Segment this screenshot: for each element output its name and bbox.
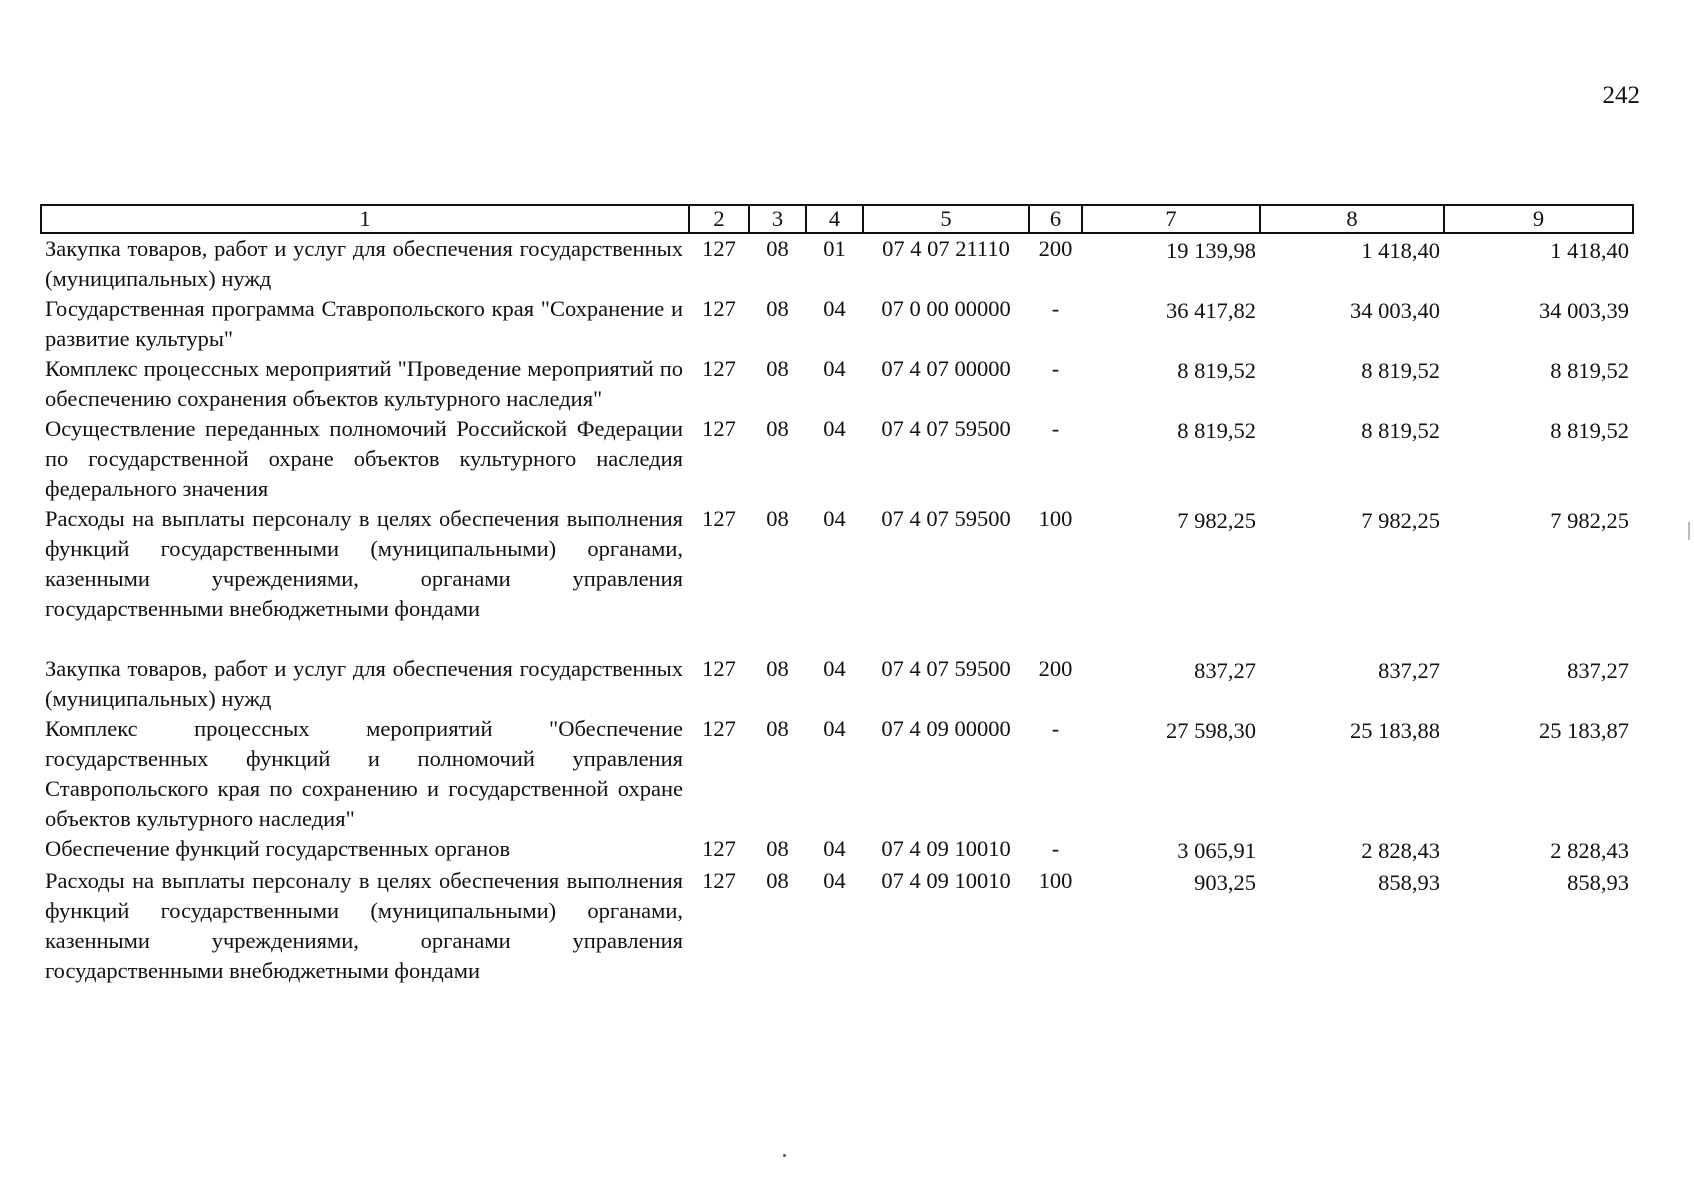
header-col-8: 8 bbox=[1260, 205, 1444, 233]
row-vr: - bbox=[1051, 296, 1060, 321]
row-ved: 127 bbox=[702, 296, 736, 321]
row-amount-2-value: 837,27 bbox=[1378, 658, 1440, 683]
row-amount-3 bbox=[1444, 504, 1633, 624]
row-amount-2-value: 2 828,43 bbox=[1361, 838, 1440, 863]
row-amount-2 bbox=[1260, 714, 1444, 834]
row-rz: 08 bbox=[766, 506, 789, 531]
row-amount-2 bbox=[1260, 233, 1444, 294]
row-pr: 04 bbox=[823, 296, 846, 321]
row-amount-1-value: 36 417,82 bbox=[1166, 298, 1256, 323]
row-amount-3 bbox=[1444, 714, 1633, 834]
row-amount-2-value: 7 982,25 bbox=[1361, 508, 1440, 533]
row-amount-2 bbox=[1260, 354, 1444, 414]
table-row bbox=[41, 654, 1633, 714]
header-col-7: 7 bbox=[1082, 205, 1260, 233]
header-col-1: 1 bbox=[41, 205, 689, 233]
page-number: 242 bbox=[1602, 82, 1640, 109]
row-rz: 08 bbox=[766, 868, 789, 893]
row-amount-1-value: 3 065,91 bbox=[1177, 838, 1256, 863]
table-row bbox=[41, 714, 1633, 834]
row-amount-2-value: 858,93 bbox=[1378, 870, 1440, 895]
row-pr: 04 bbox=[823, 716, 846, 741]
row-rz: 08 bbox=[766, 416, 789, 441]
row-rz: 08 bbox=[766, 296, 789, 321]
row-amount-1-value: 19 139,98 bbox=[1166, 238, 1256, 263]
row-amount-2-value: 1 418,40 bbox=[1361, 238, 1440, 263]
row-vr: - bbox=[1051, 716, 1060, 741]
row-amount-2 bbox=[1260, 504, 1444, 624]
row-name: Осуществление переданных полномочий Российской Федерации по государственной охране объектов культурного наследия федерального значения bbox=[45, 416, 683, 501]
row-amount-1 bbox=[1082, 354, 1260, 414]
scan-dot bbox=[783, 1154, 786, 1157]
row-csr: 07 4 07 00000 bbox=[881, 356, 1011, 381]
table-row bbox=[41, 414, 1633, 504]
row-amount-3-value: 2 828,43 bbox=[1550, 838, 1629, 863]
row-pr: 04 bbox=[823, 656, 846, 681]
row-vr: 100 bbox=[1038, 868, 1073, 893]
row-amount-3 bbox=[1444, 834, 1633, 866]
row-ved: 127 bbox=[702, 236, 736, 261]
scan-edge-mark bbox=[1688, 522, 1690, 540]
row-amount-1 bbox=[1082, 866, 1260, 986]
row-amount-2 bbox=[1260, 294, 1444, 354]
row-amount-1-value: 837,27 bbox=[1194, 658, 1256, 683]
row-amount-1-value: 7 982,25 bbox=[1177, 508, 1256, 533]
row-name: Закупка товаров, работ и услуг для обеспечения государственных (муниципальных) нужд bbox=[45, 656, 683, 711]
header-col-2: 2 bbox=[689, 205, 749, 233]
header-col-9: 9 bbox=[1444, 205, 1633, 233]
row-pr: 04 bbox=[823, 868, 846, 893]
table-row bbox=[41, 294, 1633, 354]
row-amount-2 bbox=[1260, 866, 1444, 986]
row-amount-3 bbox=[1444, 866, 1633, 986]
row-csr: 07 4 09 10010 bbox=[881, 868, 1011, 893]
header-col-4: 4 bbox=[806, 205, 863, 233]
row-vr: - bbox=[1051, 356, 1060, 381]
row-amount-1 bbox=[1082, 233, 1260, 294]
row-csr: 07 4 07 21110 bbox=[882, 236, 1010, 261]
row-name: Расходы на выплаты персоналу в целях обеспечения выполнения функций государственными (муниципальными) органами, казенными учреждениями, органами управления государственными внебюджетными фондами bbox=[45, 506, 683, 621]
row-pr: 04 bbox=[823, 506, 846, 531]
row-amount-2-value: 25 183,88 bbox=[1350, 718, 1440, 743]
header-col-3: 3 bbox=[749, 205, 806, 233]
budget-table bbox=[40, 204, 1634, 986]
row-amount-1-value: 8 819,52 bbox=[1177, 418, 1256, 443]
row-amount-1 bbox=[1082, 654, 1260, 714]
table-row bbox=[41, 354, 1633, 414]
row-csr: 07 4 09 10010 bbox=[881, 836, 1011, 861]
row-amount-1 bbox=[1082, 834, 1260, 866]
row-csr: 07 4 07 59500 bbox=[881, 656, 1011, 681]
row-name: Комплекс процессных мероприятий "Обеспечение государственных функций и полномочий управления Ставропольского края по сохранению и государственной охране объектов культурного наследия" bbox=[45, 716, 683, 831]
row-amount-2-value: 8 819,52 bbox=[1361, 418, 1440, 443]
row-rz: 08 bbox=[766, 836, 789, 861]
row-amount-3-value: 837,27 bbox=[1567, 658, 1629, 683]
row-gap-cell bbox=[41, 624, 1633, 654]
row-amount-3 bbox=[1444, 233, 1633, 294]
row-amount-3-value: 858,93 bbox=[1567, 870, 1629, 895]
row-amount-1 bbox=[1082, 414, 1260, 504]
header-col-5: 5 bbox=[863, 205, 1029, 233]
row-vr: 200 bbox=[1038, 236, 1073, 261]
row-amount-2 bbox=[1260, 834, 1444, 866]
row-amount-1 bbox=[1082, 504, 1260, 624]
row-amount-1-value: 903,25 bbox=[1194, 870, 1256, 895]
row-csr: 07 4 07 59500 bbox=[881, 416, 1011, 441]
row-amount-2-value: 8 819,52 bbox=[1361, 358, 1440, 383]
row-pr: 04 bbox=[823, 356, 846, 381]
row-amount-1 bbox=[1082, 714, 1260, 834]
table-row bbox=[41, 866, 1633, 986]
row-rz: 08 bbox=[766, 236, 789, 261]
row-name: Расходы на выплаты персоналу в целях обеспечения выполнения функций государственными (муниципальными) органами, казенными учреждениями, органами управления государственными внебюджетными фондами bbox=[45, 868, 683, 983]
table-header bbox=[41, 205, 1633, 233]
row-amount-3 bbox=[1444, 414, 1633, 504]
row-amount-2-value: 34 003,40 bbox=[1350, 298, 1440, 323]
row-amount-3-value: 8 819,52 bbox=[1550, 418, 1629, 443]
row-pr: 04 bbox=[823, 416, 846, 441]
row-amount-3 bbox=[1444, 294, 1633, 354]
row-ved: 127 bbox=[702, 716, 736, 741]
row-amount-1 bbox=[1082, 294, 1260, 354]
row-amount-3-value: 7 982,25 bbox=[1550, 508, 1629, 533]
row-ved: 127 bbox=[702, 836, 736, 861]
row-rz: 08 bbox=[766, 356, 789, 381]
table-row bbox=[41, 504, 1633, 624]
row-rz: 08 bbox=[766, 716, 789, 741]
row-vr: - bbox=[1051, 416, 1060, 441]
row-amount-3 bbox=[1444, 654, 1633, 714]
row-amount-3-value: 34 003,39 bbox=[1539, 298, 1629, 323]
header-row bbox=[41, 205, 1633, 233]
row-csr: 07 4 09 00000 bbox=[881, 716, 1011, 741]
row-amount-3-value: 25 183,87 bbox=[1539, 718, 1629, 743]
header-col-6: 6 bbox=[1029, 205, 1082, 233]
row-amount-2 bbox=[1260, 654, 1444, 714]
row-pr: 01 bbox=[823, 236, 846, 261]
row-amount-1-value: 8 819,52 bbox=[1177, 358, 1256, 383]
row-name: Закупка товаров, работ и услуг для обеспечения государственных (муниципальных) нужд bbox=[45, 236, 683, 291]
row-gap bbox=[41, 624, 1633, 654]
row-vr: 100 bbox=[1038, 506, 1073, 531]
row-vr: 200 bbox=[1038, 656, 1073, 681]
row-amount-3-value: 1 418,40 bbox=[1550, 238, 1629, 263]
row-name: Комплекс процессных мероприятий "Проведение мероприятий по обеспечению сохранения объектов культурного наследия" bbox=[45, 356, 683, 411]
row-name: Государственная программа Ставропольского края "Сохранение и развитие культуры" bbox=[45, 296, 683, 351]
row-vr: - bbox=[1051, 836, 1060, 861]
row-amount-3 bbox=[1444, 354, 1633, 414]
row-amount-1-value: 27 598,30 bbox=[1166, 718, 1256, 743]
row-ved: 127 bbox=[702, 416, 736, 441]
row-amount-2 bbox=[1260, 414, 1444, 504]
row-pr: 04 bbox=[823, 836, 846, 861]
row-ved: 127 bbox=[702, 356, 736, 381]
table-row bbox=[41, 834, 1633, 866]
row-rz: 08 bbox=[766, 656, 789, 681]
row-csr: 07 0 00 00000 bbox=[881, 296, 1011, 321]
table-row bbox=[41, 233, 1633, 294]
row-amount-3-value: 8 819,52 bbox=[1550, 358, 1629, 383]
row-name: Обеспечение функций государственных органов bbox=[45, 836, 511, 861]
table-body bbox=[41, 233, 1633, 986]
row-ved: 127 bbox=[702, 506, 736, 531]
row-ved: 127 bbox=[702, 656, 736, 681]
row-ved: 127 bbox=[702, 868, 736, 893]
row-csr: 07 4 07 59500 bbox=[881, 506, 1011, 531]
